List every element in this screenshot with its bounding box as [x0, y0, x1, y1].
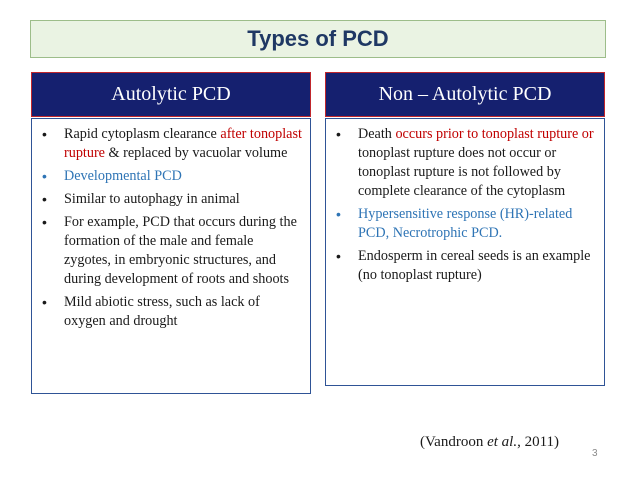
slide-title-box	[30, 20, 606, 58]
bullet-text: occurs prior to tonoplast rupture or	[395, 126, 594, 142]
page-number: 3	[592, 448, 598, 459]
citation	[420, 434, 559, 451]
bullet-text: tonoplast rupture does not occur or tonoplast rupture is not followed by complete clearance of the cytoplasm	[358, 145, 566, 199]
bullet-item	[40, 190, 302, 209]
citation-suffix: , 2011)	[517, 434, 560, 450]
bullet-text: Death	[358, 126, 396, 142]
bullet-item	[40, 125, 302, 163]
bullet-text: Developmental PCD	[64, 168, 182, 184]
bullet-text: Similar to autophagy in animal	[64, 191, 240, 207]
autolytic-body	[31, 118, 311, 394]
bullet-item	[334, 247, 596, 285]
non-autolytic-heading-box	[325, 72, 605, 117]
bullet-item	[40, 167, 302, 186]
bullet-text: & replaced by vacuolar volume	[104, 145, 288, 161]
bullet-item	[40, 213, 302, 289]
non-autolytic-bullet-list	[334, 125, 596, 285]
bullet-text: Hypersensitive response (HR)-related PCD, Necrotrophic PCD.	[358, 206, 573, 241]
non-autolytic-heading: Non – Autolytic PCD	[378, 83, 552, 105]
autolytic-heading: Autolytic PCD	[111, 83, 231, 105]
bullet-item	[334, 205, 596, 243]
bullet-text: Rapid cytoplasm clearance	[64, 126, 221, 142]
non-autolytic-body	[325, 118, 605, 386]
slide-title: Types of PCD	[247, 26, 389, 51]
bullet-text: Endosperm in cereal seeds is an example (no tonoplast rupture)	[358, 248, 591, 283]
bullet-text: For example, PCD that occurs during the formation of the male and female zygotes, in embryonic structures, and during development of roots and shoots	[64, 214, 297, 287]
bullet-item	[40, 293, 302, 331]
autolytic-heading-box	[31, 72, 311, 117]
bullet-text: after tonoplast rupture	[64, 126, 302, 161]
citation-et-al: et al.	[487, 434, 518, 450]
citation-prefix: (Vandroon	[420, 434, 488, 450]
bullet-text: Mild abiotic stress, such as lack of oxygen and drought	[64, 294, 260, 329]
autolytic-bullet-list	[40, 125, 302, 331]
bullet-item	[334, 125, 596, 201]
